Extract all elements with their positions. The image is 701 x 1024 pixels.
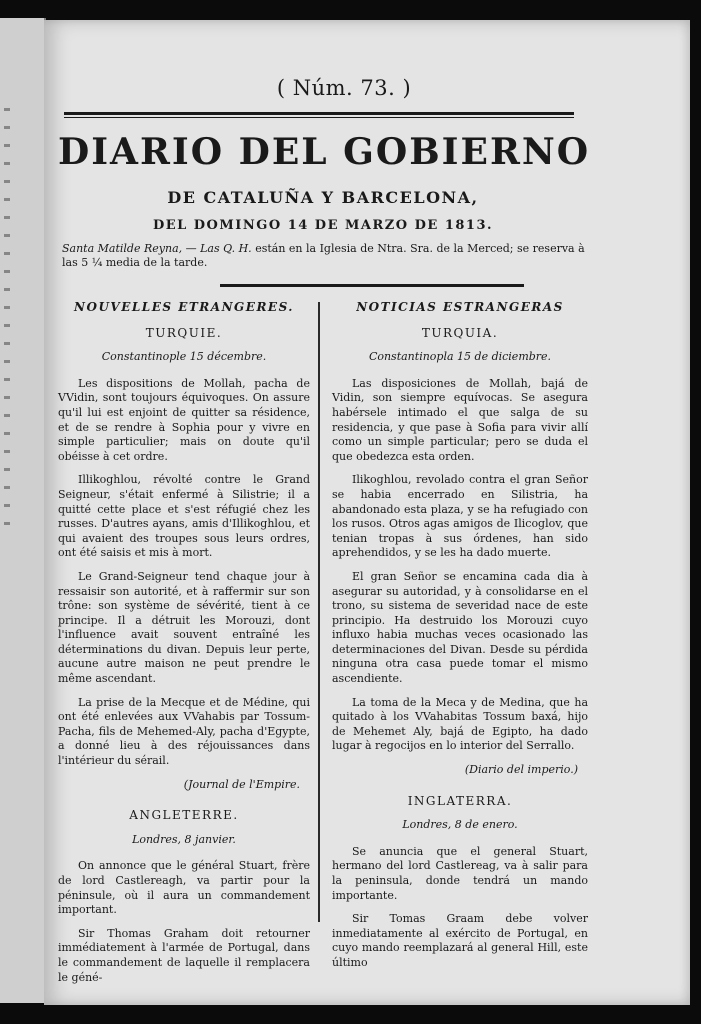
spanish-source-citation: (Diario del imperio.) (464, 763, 578, 777)
masthead-title: DIARIO DEL GOBIERNO (58, 131, 591, 173)
header-rule (220, 284, 524, 287)
facing-page-edge (0, 18, 46, 1003)
french-paragraph: Illikoghlou, révolté contre le Grand Seigneur, s'était enfermé à Silistrie; il a quitté cette place et s'est réfugié chez les russes. D'autres ayans, amis d'Illikoghlou, et qui avaient des troupes sous leurs ordres, ont été saisis et mis à mort. (58, 473, 310, 560)
french-paragraph: Les dispositions de Mollah, pacha de VVidin, sont toujours équivoques. On assure qu'il lui est enjoint de quitter sa résidence, et de se rendre à Sophia pour y vivre en simple particulier; mais on doute qu'il obéisse à cet ordre. (58, 376, 310, 463)
spanish-dateline-londres: Londres, 8 de enero. (402, 818, 518, 832)
french-paragraph: Sir Thomas Graham doit retourner immédiatement à l'armée de Portugal, dans le commandement de laquelle il remplacera le géné- (58, 926, 310, 984)
spanish-paragraph: Se anuncia que el general Stuart, hermano del lord Castlereag, va à salir para la peninsula, donde tendrá un mando importante. (332, 844, 588, 902)
saints-note-text: están en la Iglesia de Ntra. Sra. de la Merced; se reserva à las 5 ¼ media de la tarde. (62, 242, 585, 269)
french-dateline-constantinople: Constantinople 15 décembre. (101, 350, 267, 364)
spanish-column (332, 300, 588, 980)
facing-page-text-fragments (4, 108, 10, 528)
saints-note-italic: Santa Matilde Reyna, — Las Q. H. (62, 242, 252, 255)
column-divider (318, 302, 320, 922)
spanish-country-turquia: TURQUIA. (421, 325, 499, 340)
spanish-paragraph: El gran Señor se encamina cada dia à asegurar su autoridad, y à consolidarse en el trono, su sistema de severidad nace de este principio. Ha destruido los Morouzi cuyo influxo habia muchas veces ocasionado las determinaciones del Divan. Desde su pérdida ninguna otra casa puede tomar el mismo ascendiente. (332, 569, 588, 686)
saints-note (62, 242, 592, 270)
french-dateline-londres: Londres, 8 janvier. (132, 832, 236, 846)
french-section-heading: NOUVELLES ETRANGERES. (74, 300, 294, 314)
french-country-angleterre: ANGLETERRE. (129, 808, 239, 823)
french-column (58, 300, 310, 994)
french-country-turquie: TURQUIE. (145, 325, 223, 340)
spanish-dateline-constantinopla: Constantinopla 15 de diciembre. (368, 350, 552, 364)
french-paragraph: Le Grand-Seigneur tend chaque jour à ressaisir son autorité, et à raffermir sur son trône: son système de sévérité, tient à ce principe. Il a détruit les Morouzi, dont l'influence avait souvent entraîné les déterminations du divan. Depuis leur perte, aucune autre maison ne peut prendre le même ascendant. (58, 569, 310, 686)
spanish-paragraph: La toma de la Meca y de Medina, que ha quitado à los VVahabitas Tossum baxá, hijo de Mehemet Aly, bajá de Egipto, ha dado lugar à regocijos en lo interior del Serrallo. (332, 695, 588, 753)
french-source-citation: (Journal de l'Empire. (183, 777, 300, 791)
newspaper-page (44, 20, 690, 1005)
top-rule (64, 112, 574, 115)
french-paragraph: La prise de la Mecque et de Médine, qui ont été enlevées aux VVahabis par Tossum-Pacha, fils de Mehemed-Aly, pacha d'Egypte, a donné lieu à des réjouissances dans l'intérieur du sérail. (58, 695, 310, 768)
spanish-paragraph: Las disposiciones de Mollah, bajá de Vidin, son siempre equívocas. Se asegura habérsele intimado el que salga de su residencia, y que pase à Sofia para vivir allí como un simple particular; pero se duda el que obedezca esta orden. (332, 376, 588, 463)
masthead-dateline: DEL DOMINGO 14 DE MARZO DE 1813. (152, 218, 494, 233)
spanish-paragraph: Sir Tomas Graam debe volver inmediatamente al exército de Portugal, en cuyo mando reemplazará al general Hill, este último (332, 912, 588, 969)
spanish-country-inglaterra: INGLATERRA. (407, 793, 513, 808)
issue-number: ( Núm. 73. ) (276, 76, 412, 100)
top-rule-thin (64, 117, 574, 118)
french-paragraph: On annonce que le général Stuart, frère de lord Castlereagh, va partir pour la péninsule, où il aura un commandement important. (58, 859, 310, 917)
spanish-paragraph: Ilikoghlou, revolado contra el gran Señor se habia encerrado en Silistria, ha abandonado esta plaza, y se ha refugiado con los rusos. Otros agas amigos de Ilicoglov, que tenian tropas à sus órdenes, han sido aprehendidos, y se les ha dado muerte. (332, 473, 588, 560)
spanish-section-heading: NOTICIAS ESTRANGERAS (356, 300, 564, 314)
masthead-subtitle: DE CATALUÑA Y BARCELONA, (167, 188, 479, 207)
